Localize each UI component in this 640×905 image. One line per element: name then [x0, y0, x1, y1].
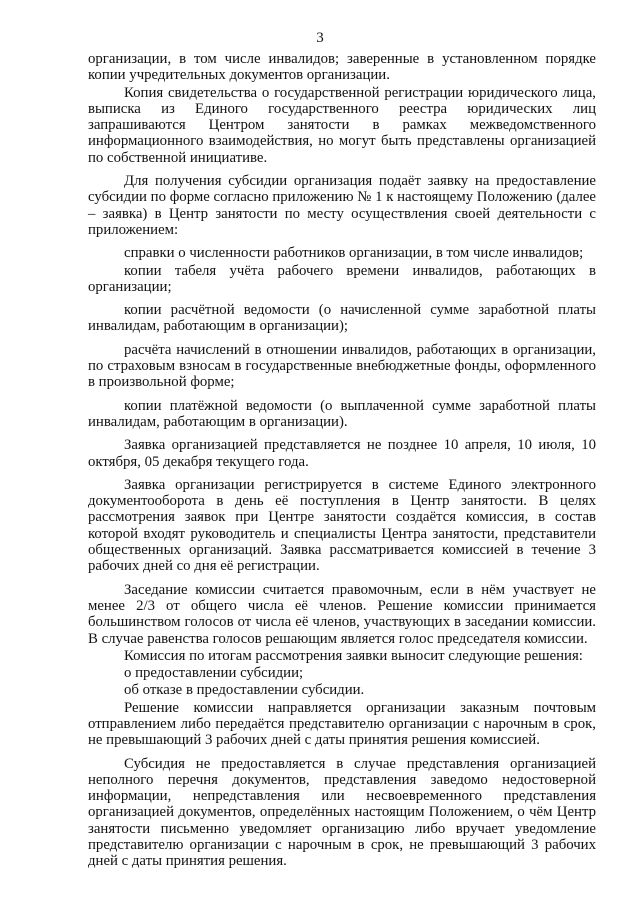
- paragraph-4: Заявка организацией представляется не позднее 10 апреля, 10 июля, 10 октября, 05 декабря текущего года.: [88, 437, 596, 470]
- decision-item-2: об отказе в предоставлении субсидии.: [124, 682, 365, 699]
- paragraph-8: Решение комиссии направляется организации заказным почтовым отправлением либо передаётся представителю организации с нарочным в срок, не превышающий 3 рабочих дней с даты принятия решения комиссией.: [88, 699, 596, 749]
- paragraph-9: Субсидия не предоставляется в случае представления организацией неполного перечня документов, представления заведомо недостоверной информации, непредставления или несвоевременного представления организацией документов, определённых настоящим Положением, о чём Центр занятости письменно уведомляет организацию либо вручает уведомление представителю организации с нарочным в срок, не превышающий 3 рабочих дней с даты принятия решения.: [88, 755, 596, 870]
- list-item-1: справки о численности работников организации, в том числе инвалидов;: [124, 245, 584, 262]
- list-item-4: расчёта начислений в отношении инвалидов, работающих в организации, по страховым взносам в государственные внебюджетные фонды, оформленного в произвольной форме;: [88, 341, 596, 391]
- list-item-2: копии табеля учёта рабочего времени инвалидов, работающих в организации;: [88, 262, 596, 295]
- list-item-3: копии расчётной ведомости (о начисленной сумме заработной платы инвалидам, работающим в организации);: [88, 302, 596, 335]
- paragraph-7: Комиссия по итогам рассмотрения заявки выносит следующие решения:: [124, 647, 583, 664]
- paragraph-2: Копия свидетельства о государственной регистрации юридического лица, выписка из Единого государственного реестра юридических лиц запрашиваются Центром занятости в рамках межведомственного информационного взаимодействия, но могут быть представлены организацией по собственной инициативе.: [88, 84, 596, 166]
- paragraph-5: Заявка организации регистрируется в системе Единого электронного документооборота в день её поступления в Центр занятости. В целях рассмотрения заявок при Центре занятости создаётся комиссия, в состав которой входят руководитель и специалисты Центра занятости, представители общественных организаций. Заявка рассматривается комиссией в течение 3 рабочих дней со дня её регистрации.: [88, 476, 596, 575]
- decision-item-1: о предоставлении субсидии;: [124, 665, 304, 682]
- document-body: [88, 51, 596, 870]
- list-item-5: копии платёжной ведомости (о выплаченной сумме заработной платы инвалидам, работающим в организации).: [88, 397, 596, 430]
- page-number: 3: [316, 30, 324, 46]
- paragraph-6: Заседание комиссии считается правомочным, если в нём участвует не менее 2/3 от общего числа её членов. Решение комиссии принимается большинством голосов от числа её членов, участвующих в заседании комиссии. В случае равенства голосов решающим является голос председателя комиссии.: [88, 581, 596, 647]
- paragraph-1: организации, в том числе инвалидов; заверенные в установленном порядке копии учредительных документов организации.: [88, 51, 596, 84]
- paragraph-3: Для получения субсидии организация подаёт заявку на предоставление субсидии по форме согласно приложению № 1 к настоящему Положению (далее – заявка) в Центр занятости по месту осуществления своей деятельности с приложением:: [88, 173, 596, 238]
